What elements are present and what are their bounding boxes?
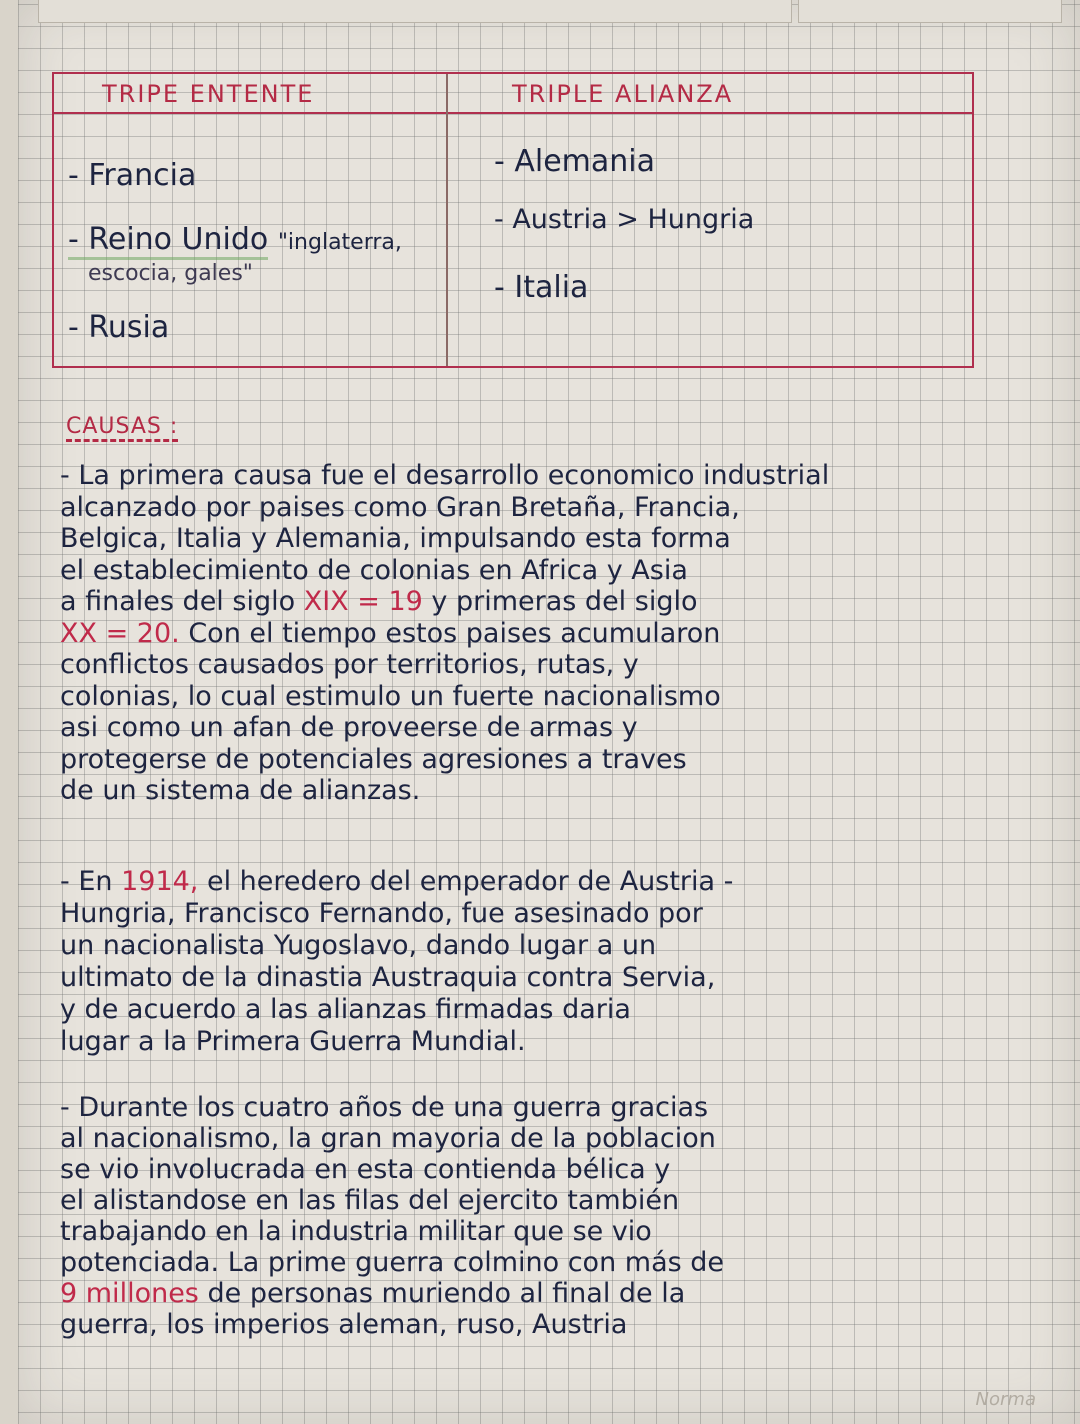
notebook-brand-logo: Norma <box>975 1389 1036 1410</box>
p2-line-5: y de acuerdo a las alianzas firmadas daria <box>60 994 631 1025</box>
causas-heading: CAUSAS : <box>66 414 178 442</box>
p3-line-8: guerra, los imperios aleman, ruso, Austria <box>60 1309 628 1340</box>
p3-line-3: se vio involucrada en esta contienda bélica y <box>60 1154 671 1185</box>
p1-line-5-text-a: a finales del siglo <box>60 586 296 617</box>
p1-line-6-text: Con el tiempo estos paises acumularon <box>188 617 721 649</box>
p1-line-1: - La primera causa fue el desarrollo economico industrial <box>60 460 830 491</box>
entente-item-reino-unido <box>68 224 402 259</box>
p3-line-6: potenciada. La prime guerra colmino con más de <box>60 1247 725 1278</box>
p1-line-3: Belgica, Italia y Alemania, impulsando esta forma <box>60 523 731 554</box>
p2-line-1-prefix: - En <box>60 866 113 897</box>
p3-nine-million: 9 millones <box>60 1278 199 1309</box>
p1-line-6 <box>60 618 1020 650</box>
table-header-line <box>54 112 972 114</box>
entente-item-francia: - Francia <box>68 158 197 193</box>
p2-line-1-text: el heredero del emperador de Austria - <box>206 866 734 897</box>
reino-unido-note-1: "inglaterra, <box>277 230 402 255</box>
p3-line-5: trabajando en la industria militar que se vio <box>60 1216 652 1247</box>
alianza-item-austria-hungria: - Austria > Hungria <box>494 204 755 235</box>
p1-line-7: conflictos causados por territorios, rutas, y <box>60 649 639 680</box>
table-divider <box>446 74 448 366</box>
p3-line-7-text: de personas muriendo al final de la <box>207 1278 686 1309</box>
alianza-item-italia: - Italia <box>494 270 589 305</box>
p2-line-1 <box>60 866 1020 898</box>
p2-year-1914: 1914, <box>121 866 199 897</box>
p1-century-20: XX = 20. <box>60 617 180 649</box>
reino-unido-text: - Reino Unido <box>68 222 268 260</box>
p1-line-9: asi como un afan de proveerse de armas y <box>60 712 638 743</box>
p2-line-2: Hungria, Francisco Fernando, fue asesinado por <box>60 898 703 929</box>
paragraph-war <box>60 1092 1020 1340</box>
p3-line-1: - Durante los cuatro años de una guerra gracias <box>60 1092 709 1123</box>
p1-century-19: XIX = 19 <box>303 586 423 617</box>
p1-line-11: de un sistema de alianzas. <box>60 775 421 806</box>
p1-line-8: colonias, lo cual estimulo un fuerte nacionalismo <box>60 680 721 712</box>
paragraph-causes <box>60 460 1020 807</box>
p3-line-2: al nacionalismo, la gran mayoria de la poblacion <box>60 1123 716 1154</box>
p3-line-4: el alistandose en las filas del ejercito también <box>60 1185 680 1216</box>
p1-line-5-text-b: y primeras del siglo <box>431 586 698 617</box>
header-triple-alianza: TRIPLE ALIANZA <box>512 80 734 108</box>
page-tab-right <box>798 0 1062 23</box>
entente-item-rusia: - Rusia <box>68 310 170 345</box>
p1-line-4: el establecimiento de colonias en Africa y Asia <box>60 554 688 586</box>
p1-line-5 <box>60 586 1020 618</box>
alianza-item-alemania: - Alemania <box>494 144 656 179</box>
p2-line-6: lugar a la Primera Guerra Mundial. <box>60 1026 526 1057</box>
entente-item-reino-unido-note: escocia, gales" <box>88 261 253 286</box>
alliances-table <box>52 72 974 368</box>
p1-line-2: alcanzado por paises como Gran Bretaña, Francia, <box>60 491 740 523</box>
p2-line-3: un nacionalista Yugoslavo, dando lugar a un <box>60 930 657 961</box>
paragraph-1914 <box>60 866 1020 1058</box>
header-triple-entente: TRIPE ENTENTE <box>102 80 315 108</box>
p1-line-10: protegerse de potenciales agresiones a traves <box>60 743 687 775</box>
p2-line-4: ultimato de la dinastia Austraquia contra Servia, <box>60 962 716 993</box>
p3-line-7 <box>60 1278 1020 1309</box>
page-tab-left <box>38 0 792 23</box>
